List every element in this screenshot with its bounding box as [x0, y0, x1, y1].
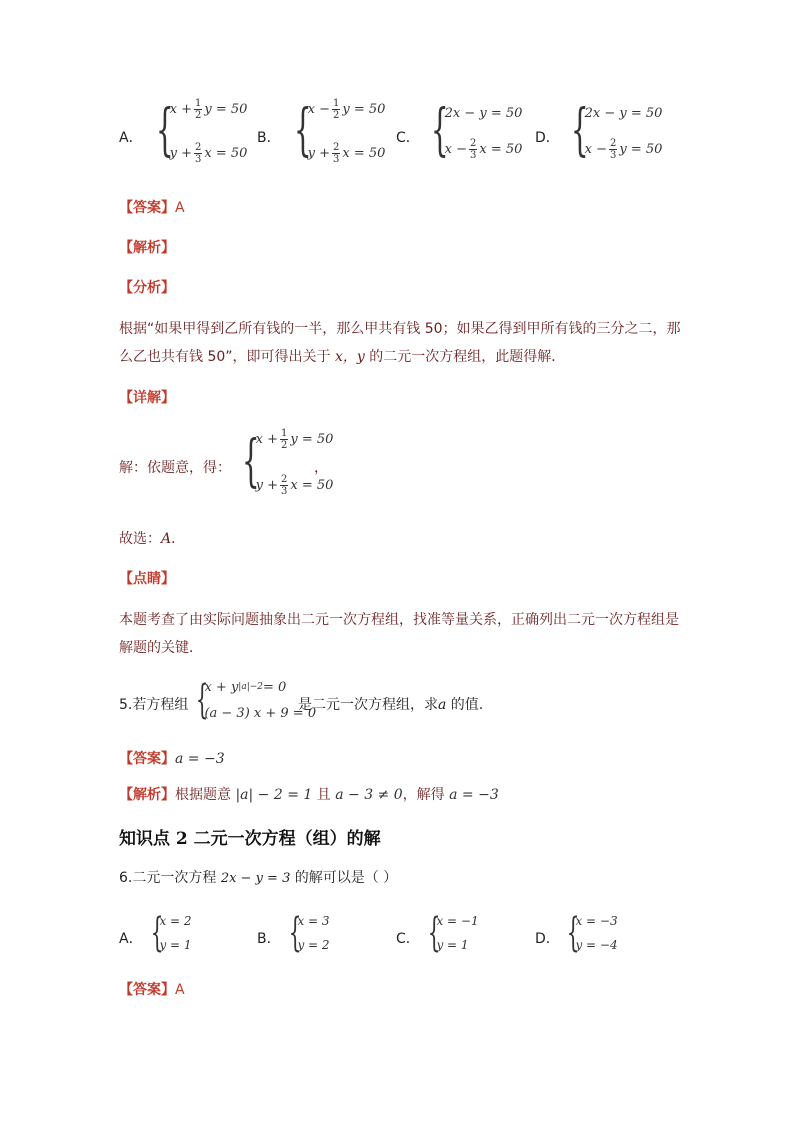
option-b-label: B． — [257, 130, 281, 146]
option-a-system: { x + $\frac{1}{2}$ y = 50 y + $\frac{2}{3}$ x = 50 — [155, 97, 248, 165]
option-c-label: C． — [396, 130, 420, 146]
section-heading: 知识点 2 二元一次方程（组）的解 — [119, 829, 381, 849]
q6-option-a-system: { x = 2 y = 1 — [150, 910, 192, 956]
option-c-system: { 2x − y = 50 x − $\frac{2}{3}$ x = 50 — [430, 98, 523, 163]
option-d-label: D． — [535, 130, 560, 146]
q6-question: 6.二元一次方程 2x − y = 3 的解可以是（ ） — [119, 870, 398, 886]
q4-fenxi-line2: 么乙也共有钱 50”，即可得出关于 x，y 的二元一次方程组，此题得解． — [119, 349, 566, 365]
q6-option-d-label: D． — [535, 931, 560, 947]
q4-select: 故选：A． — [119, 531, 186, 547]
q5-analysis: 【解析】根据题意 |a| − 2 = 1 且 a − 3 ≠ 0，解得 a = −3 — [119, 787, 499, 803]
q6-option-c-label: C． — [396, 931, 420, 947]
q4-solution-suffix: ， — [314, 460, 328, 476]
option-d-system: { 2x − y = 50 x − $\frac{2}{3}$ y = 50 — [570, 98, 663, 163]
q4-fenxi-line1: 根据“如果甲得到乙所有钱的一半，那么甲共有钱 50；如果乙得到甲所有钱的三分之二，那 — [119, 321, 681, 337]
q6-option-b-label: B． — [257, 931, 281, 947]
q4-summary-line1: 本题考查了由实际问题抽象出二元一次方程组，找准等量关系，正确列出二元一次方程组是 — [119, 612, 679, 628]
q6-option-c-system: { x = −1 y = 1 — [427, 910, 479, 956]
q4-jiexi-tag: 【解析】 — [119, 240, 175, 256]
q4-xiangjie-tag: 【详解】 — [119, 390, 175, 406]
q4-dianjing-tag: 【点睛】 — [119, 571, 175, 587]
q6-answer: 【答案】A — [119, 982, 185, 998]
option-a-label: A． — [119, 130, 143, 146]
q6-option-a-label: A． — [119, 931, 143, 947]
q5-answer: 【答案】a = −3 — [119, 751, 225, 767]
q4-solution-prefix: 解：依题意，得： — [119, 460, 231, 476]
q5-prefix: 5.若方程组 — [119, 697, 189, 713]
option-b-system: { x − $\frac{1}{2}$ y = 50 y + $\frac{2}{3}$ x = 50 — [293, 97, 386, 165]
q6-option-d-system: { x = −3 y = −4 — [566, 910, 618, 956]
q4-summary-line2: 解题的关键． — [119, 640, 203, 656]
q5-system: { x + y |a|−2 = 0 (a − 3) x + 9 = 0 — [195, 677, 317, 723]
q6-option-b-system: { x = 3 y = 2 — [288, 910, 330, 956]
q4-fenxi-tag: 【分析】 — [119, 280, 175, 296]
q5-suffix: 是二元一次方程组，求a 的值. — [298, 697, 484, 713]
q4-solution-system: { x + $\frac{1}{2}$ y = 50 y + $\frac{2}{3}$ x = 50 — [241, 427, 334, 497]
q4-answer: 【答案】A — [119, 200, 185, 216]
